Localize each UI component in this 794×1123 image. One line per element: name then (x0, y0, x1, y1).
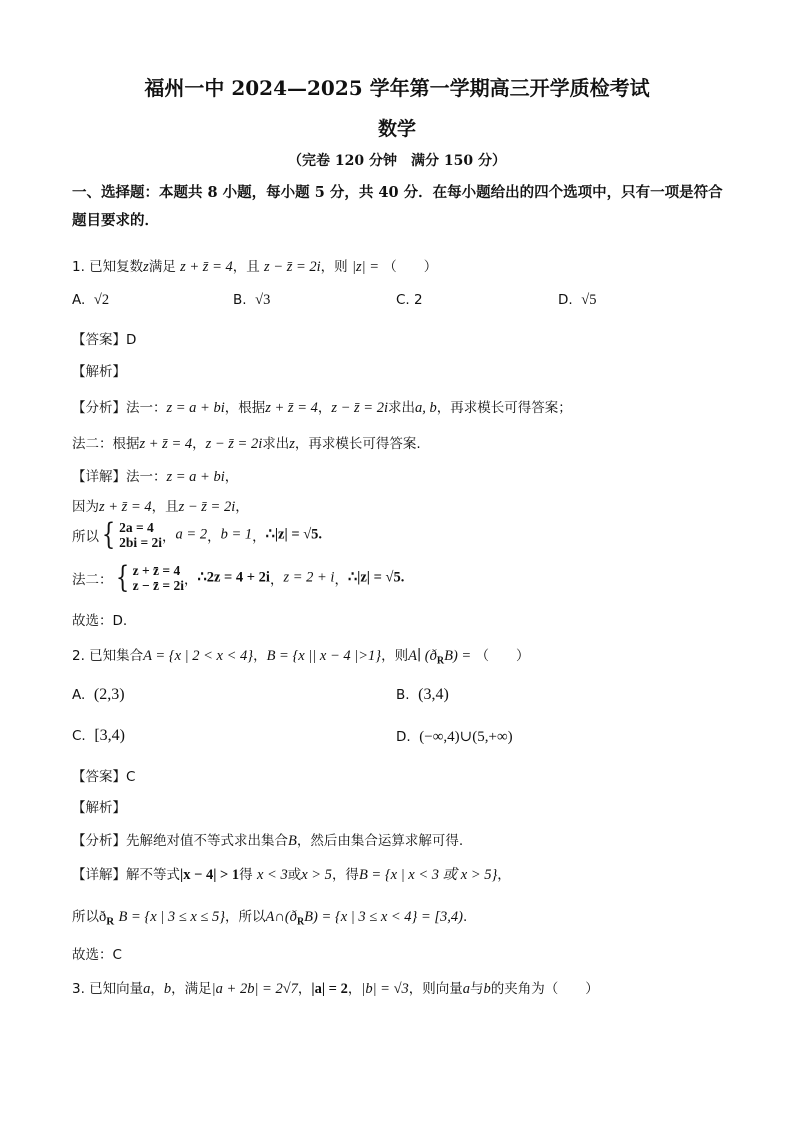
q2-math: R (296, 916, 305, 928)
option-label: C. (72, 728, 86, 744)
q2-detail-1 (72, 863, 511, 884)
q1-text: ， (269, 572, 284, 588)
q1-detail-1 (72, 465, 238, 486)
q1-text: ， (183, 572, 198, 588)
option-value: (3,4) (418, 686, 449, 703)
q3-text: ，则向量 (408, 981, 463, 997)
question-2-stem (72, 644, 530, 667)
q1-text: ，再求模长可得答案； (436, 400, 572, 416)
q3-text: 3. 已知向量 (72, 981, 144, 997)
q3-text: 的夹角为（ ） (490, 981, 599, 997)
q2-text: ，然后由集合运算求解可得. (296, 833, 464, 849)
q3-text: ， (347, 981, 362, 997)
q2-option-d (396, 727, 513, 746)
q1-math: ∴|z| = √5. (347, 569, 405, 586)
q1-math: b = 1 (220, 526, 253, 543)
q1-text: 所以 (72, 529, 99, 545)
q1-option-a (72, 292, 109, 309)
q2-text: 【分析】先解绝对值不等式求出集合 (72, 833, 288, 849)
q2-math: B = {x | x < 3 或 x > 5} (358, 867, 498, 883)
q1-text: 1. 已知复数 (72, 259, 144, 275)
option-value: (2,3) (93, 686, 125, 703)
option-label: B. (233, 292, 247, 308)
question-1-stem (72, 255, 437, 276)
q1-text: （ ） (383, 259, 438, 275)
q2-math: R (106, 915, 115, 928)
q3-text: ， (297, 981, 312, 997)
q1-text: ，则 (320, 259, 348, 275)
q3-text: ， (150, 981, 164, 997)
q1-text: 求出 (388, 400, 415, 416)
q3-math: b (483, 981, 491, 997)
q1-text: 法二：根据 (72, 436, 140, 452)
option-label: D. (558, 292, 573, 308)
brace-icon: { (101, 517, 116, 552)
q2-option-b (396, 686, 449, 704)
q1-text: ，根据 (224, 400, 266, 416)
q1-answer: 【答案】D (72, 332, 137, 348)
q2-text: 或 (287, 867, 302, 883)
option-label: A. (72, 292, 86, 308)
option-label: A. (72, 687, 86, 703)
q1-math: ∴2z = 4 + 2i (197, 569, 270, 586)
q2-text: ，所以 (225, 909, 266, 925)
q1-text: 法二： (72, 572, 113, 588)
q2-text: 得 (239, 867, 253, 883)
q1-math: z = a + bi (166, 469, 225, 485)
q2-fenxi: 【分析】先解绝对值不等式求出集合B，然后由集合运算求解可得. (72, 833, 464, 849)
q2-final: 故选：C (72, 947, 122, 963)
q1-text: ，且 (151, 499, 179, 515)
system-row: z + z̄ = 4 (132, 563, 181, 578)
q1-math: z − z̄ = 2i (178, 499, 236, 515)
q2-math: B = {x || x − 4 |>1} (266, 648, 382, 664)
q1-text: 求出 (262, 436, 290, 452)
q2-math: B) = {x | 3 ≤ x < 4} = [3,4) (304, 909, 463, 925)
option-value: [3,4) (94, 727, 125, 744)
q2-text: . (462, 909, 468, 925)
q1-math: z + z̄ = 4 (265, 400, 318, 416)
q2-text: （ ） (475, 648, 530, 664)
q1-math: a, b (415, 400, 437, 416)
q1-text: 【分析】法一： (72, 400, 167, 416)
q1-option-d (558, 292, 597, 309)
equation-system (119, 520, 162, 550)
q2-detail-2 (72, 905, 467, 928)
q1-text: 因为 (72, 499, 99, 515)
q3-math: |a| = 2 (311, 981, 348, 997)
q1-text: 【详解】法一： (72, 469, 167, 485)
q3-math: b (163, 981, 172, 997)
q1-final: 故选：D. (72, 613, 128, 629)
q1-text: ， (162, 529, 176, 545)
q2-math: A = {x | 2 < x < 4} (143, 648, 254, 664)
q1-text: ， (252, 529, 266, 545)
q1-text: ， (192, 436, 206, 452)
q1-math: z + z̄ = 4 (180, 259, 233, 275)
q2-text: ， (497, 867, 511, 883)
option-label: C. 2 (396, 292, 423, 308)
q3-math: a (143, 981, 151, 997)
q1-text: ， (235, 499, 249, 515)
q2-option-c (72, 727, 125, 745)
q2-analysis-tag: 【解析】 (72, 800, 126, 816)
q2-math: A∣ (ð (408, 648, 437, 664)
q3-math: a (462, 981, 471, 997)
q2-text: ，则 (381, 648, 409, 664)
q1-math: z − z̄ = 2i (331, 400, 388, 416)
q1-text: ， (207, 529, 221, 545)
q3-math: |a + 2b| = 2√7 (211, 981, 298, 997)
q1-math: z = 2 + i (283, 569, 335, 586)
q2-math: |x − 4| > 1 (180, 867, 240, 883)
q1-text: ， (317, 400, 332, 416)
q2-math: A∩(ð (265, 909, 297, 925)
system-row: 2bi = 2i (119, 535, 163, 550)
q2-option-a (72, 686, 125, 704)
subject-title: 数学 (377, 118, 416, 140)
q1-math: z − z̄ = 2i (264, 259, 321, 275)
q2-math: ð (99, 909, 107, 925)
q2-text: ， (253, 648, 267, 664)
q1-math: z − z̄ = 2i (205, 436, 263, 452)
system-row: z − z̄ = 2i (132, 578, 184, 593)
q1-detail-2 (72, 495, 249, 516)
q2-math: B) = (444, 648, 472, 664)
q2-math: R (436, 655, 445, 667)
q1-text: ， (334, 572, 348, 588)
q1-text: ， (224, 469, 239, 485)
option-label: D. (396, 729, 411, 745)
q1-math: |z| = (351, 259, 379, 275)
equation-system (133, 563, 184, 593)
q1-math: ∴|z| = √5. (265, 526, 323, 543)
q1-option-b (233, 292, 270, 309)
q1-analysis-tag: 【解析】 (72, 364, 126, 380)
q1-fenxi-1 (72, 396, 572, 417)
q3-text: 与 (470, 981, 484, 997)
q1-option-c (396, 292, 423, 308)
option-label: B. (396, 687, 410, 703)
page-title: 福州一中 2024—2025 学年第一学期高三开学质检考试 (144, 76, 650, 100)
q1-math: z + z̄ = 4 (139, 436, 193, 452)
section-heading: 一、选择题：本题共 8 小题，每小题 5 分，共 40 分．在每小题给出的四个选项中，只有一项是符合题目要求的． (72, 184, 723, 229)
q1-text: ，再求模长可得答案. (294, 436, 421, 452)
system-row: 2a = 4 (119, 520, 154, 535)
q2-text: 2. 已知集合 (72, 648, 144, 664)
q1-math: z = a + bi (166, 400, 225, 416)
question-3-stem (72, 977, 599, 998)
q2-answer: 【答案】C (72, 769, 136, 785)
q1-fenxi-2 (72, 432, 421, 453)
q3-math: |b| = √3 (361, 981, 409, 997)
brace-icon: { (115, 560, 129, 595)
q1-text: 满足 (148, 259, 176, 275)
q1-math: z (289, 436, 295, 452)
q2-math: B = {x | 3 ≤ x ≤ 5} (118, 909, 226, 925)
q1-detail-4 (72, 560, 405, 595)
option-value: √2 (93, 292, 110, 308)
q1-math: z + z̄ = 4 (99, 499, 152, 515)
q2-math: x > 5 (301, 867, 332, 883)
q1-math: z (143, 259, 149, 275)
option-value: √5 (581, 292, 597, 308)
q3-text: ，满足 (171, 981, 212, 997)
exam-info: （完卷 120 分钟 满分 150 分） (288, 153, 506, 169)
q1-math: a = 2 (175, 526, 208, 543)
q2-math: x < 3 (256, 867, 288, 883)
q2-text: 所以 (72, 909, 99, 925)
q1-detail-3 (72, 517, 323, 552)
option-value: √3 (255, 292, 271, 308)
q2-text: ，得 (331, 867, 359, 883)
q2-text: 【详解】解不等式 (72, 867, 180, 883)
option-value: (−∞,4)∪(5,+∞) (419, 729, 513, 745)
q1-text: ，且 (232, 259, 260, 275)
